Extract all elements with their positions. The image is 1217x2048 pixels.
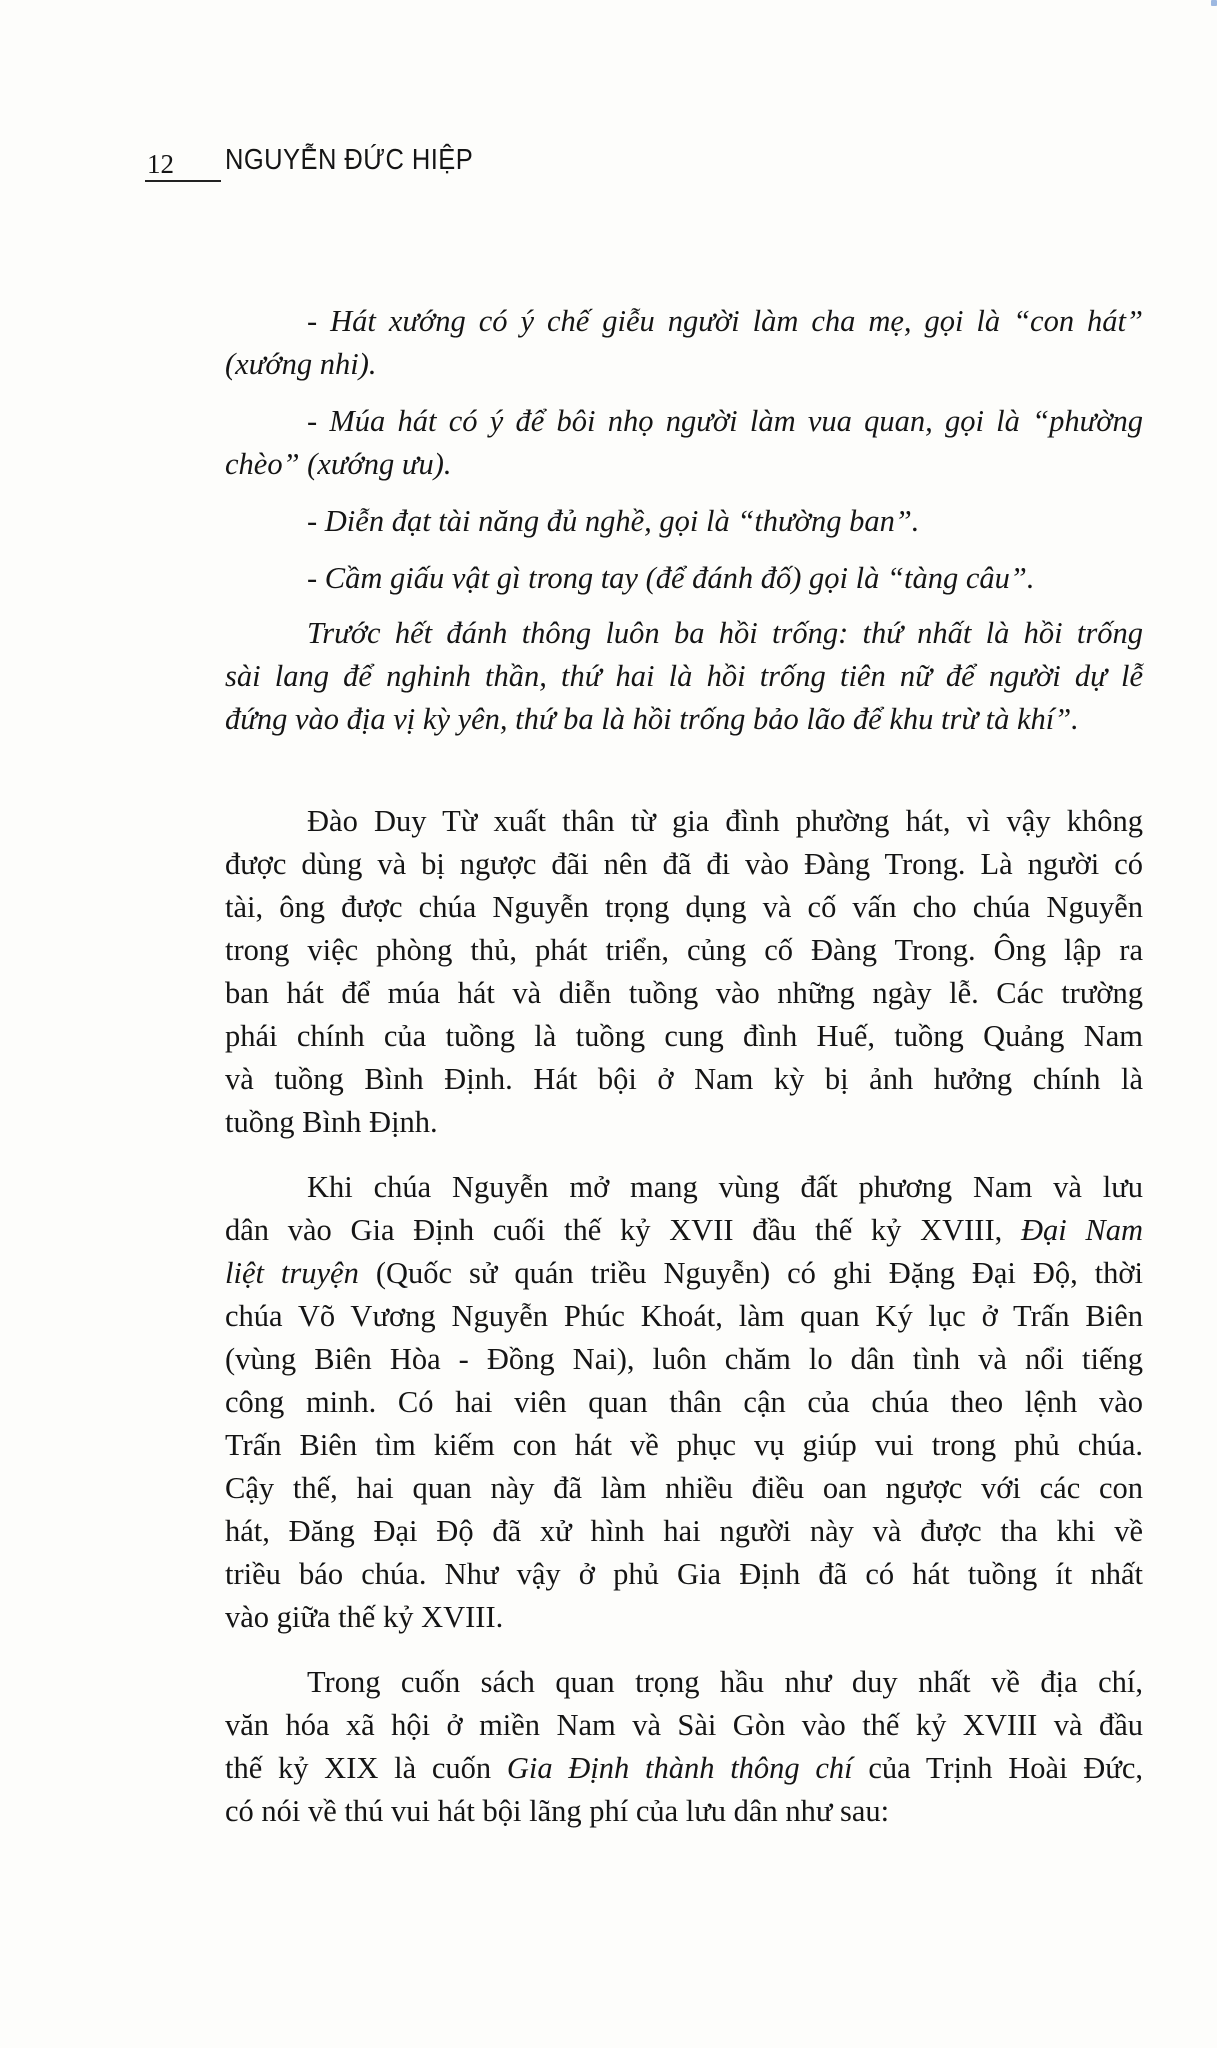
text-line: văn hóa xã hội ở miền Nam và Sài Gòn vào thế kỷ XVIII và đầu [225,1708,1143,1742]
text-line: được dùng và bị ngược đãi nên đã đi vào Đàng Trong. Là người có [225,847,1143,881]
text-line: Cậy thế, hai quan này đã làm nhiều điều oan ngược với các con [225,1471,1143,1505]
text-line: vào giữa thế kỷ XVIII. [225,1600,504,1634]
quote-item [143,300,1143,386]
main-text [143,800,1143,1855]
text-line: chèo” (xướng ưu). [225,447,452,481]
running-header-author: NGUYỄN ĐỨC HIỆP [225,144,474,176]
text-line [143,1747,1143,1790]
text-line: Trước hết đánh thông luôn ba hồi trống: thứ nhất là hồi trống [307,616,1143,650]
text-run: thế kỷ XIX là cuốn [225,1751,507,1785]
quote-item [143,612,1143,741]
paragraph [143,1166,1143,1639]
text-line: Khi chúa Nguyễn mở mang vùng đất phương Nam và lưu [307,1170,1143,1204]
text-line: triều báo chúa. Như vậy ở phủ Gia Định đã có hát tuồng ít nhất [225,1557,1143,1591]
running-header [145,140,1145,184]
text-line: và tuồng Bình Định. Hát bội ở Nam kỳ bị ảnh hưởng chính là [225,1062,1143,1096]
italic-book-title: liệt truyện [225,1256,359,1290]
text-line [143,1252,1143,1295]
text-line: Trong cuốn sách quan trọng hầu như duy nhất về địa chí, [307,1665,1143,1699]
text-line: Trấn Biên tìm kiếm con hát về phục vụ giúp vui trong phủ chúa. [225,1428,1143,1462]
quote-item [143,400,1143,486]
quote-item [143,500,1143,543]
text-line: - Diễn đạt tài năng đủ nghề, gọi là “thường ban”. [307,504,920,538]
text-run: (Quốc sử quán triều Nguyễn) có ghi Đặng Đại Độ, thời [375,1256,1144,1290]
text-line: (xướng nhi). [225,347,377,381]
text-run: của Trịnh Hoài Đức, [852,1751,1143,1785]
text-line [143,1209,1143,1252]
quoted-passage [143,300,1143,755]
text-line: công minh. Có hai viên quan thân cận của chúa theo lệnh vào [225,1385,1143,1419]
text-line: - Cầm giấu vật gì trong tay (để đánh đố) gọi là “tàng câu”. [307,561,1035,595]
text-line: tài, ông được chúa Nguyễn trọng dụng và cố vấn cho chúa Nguyễn [225,890,1143,924]
text-line: - Múa hát có ý để bôi nhọ người làm vua quan, gọi là “phường [307,404,1143,438]
quote-item [143,557,1143,600]
text-line: có nói về thú vui hát bội lãng phí của lưu dân như sau: [225,1794,890,1828]
text-line: tuồng Bình Định. [225,1105,438,1139]
italic-book-title: Đại Nam [1020,1213,1143,1247]
text-line: sài lang để nghinh thần, thứ hai là hồi trống tiên nữ để người dự lễ [225,659,1143,693]
italic-book-title: Gia Định thành thông chí [506,1751,853,1785]
text-line: Đào Duy Từ xuất thân từ gia đình phường hát, vì vậy không [307,804,1143,838]
paragraph [143,1661,1143,1833]
page-number: 12 [147,149,174,179]
text-line: ban hát để múa hát và diễn tuồng vào những ngày lễ. Các trường [225,976,1143,1010]
paragraph [143,800,1143,1144]
text-line: đứng vào địa vị kỳ yên, thứ ba là hồi trống bảo lão để khu trừ tà khí”. [225,702,1079,736]
text-run: dân vào Gia Định cuối thế kỷ XVII đầu thế kỷ XVIII, [225,1213,1021,1247]
text-line: - Hát xướng có ý chế giễu người làm cha mẹ, gọi là “con hát” [307,304,1143,338]
text-line: (vùng Biên Hòa - Đồng Nai), luôn chăm lo dân tình và nổi tiếng [225,1342,1143,1376]
scan-edge-mark [1211,0,1217,6]
page-number-underline [145,180,221,182]
text-line: phái chính của tuồng là tuồng cung đình Huế, tuồng Quảng Nam [225,1019,1143,1053]
text-line: chúa Võ Vương Nguyễn Phúc Khoát, làm quan Ký lục ở Trấn Biên [225,1299,1143,1333]
text-line: hát, Đăng Đại Độ đã xử hình hai người này và được tha khi về [225,1514,1143,1548]
text-line: trong việc phòng thủ, phát triển, củng cố Đàng Trong. Ông lập ra [225,933,1143,967]
